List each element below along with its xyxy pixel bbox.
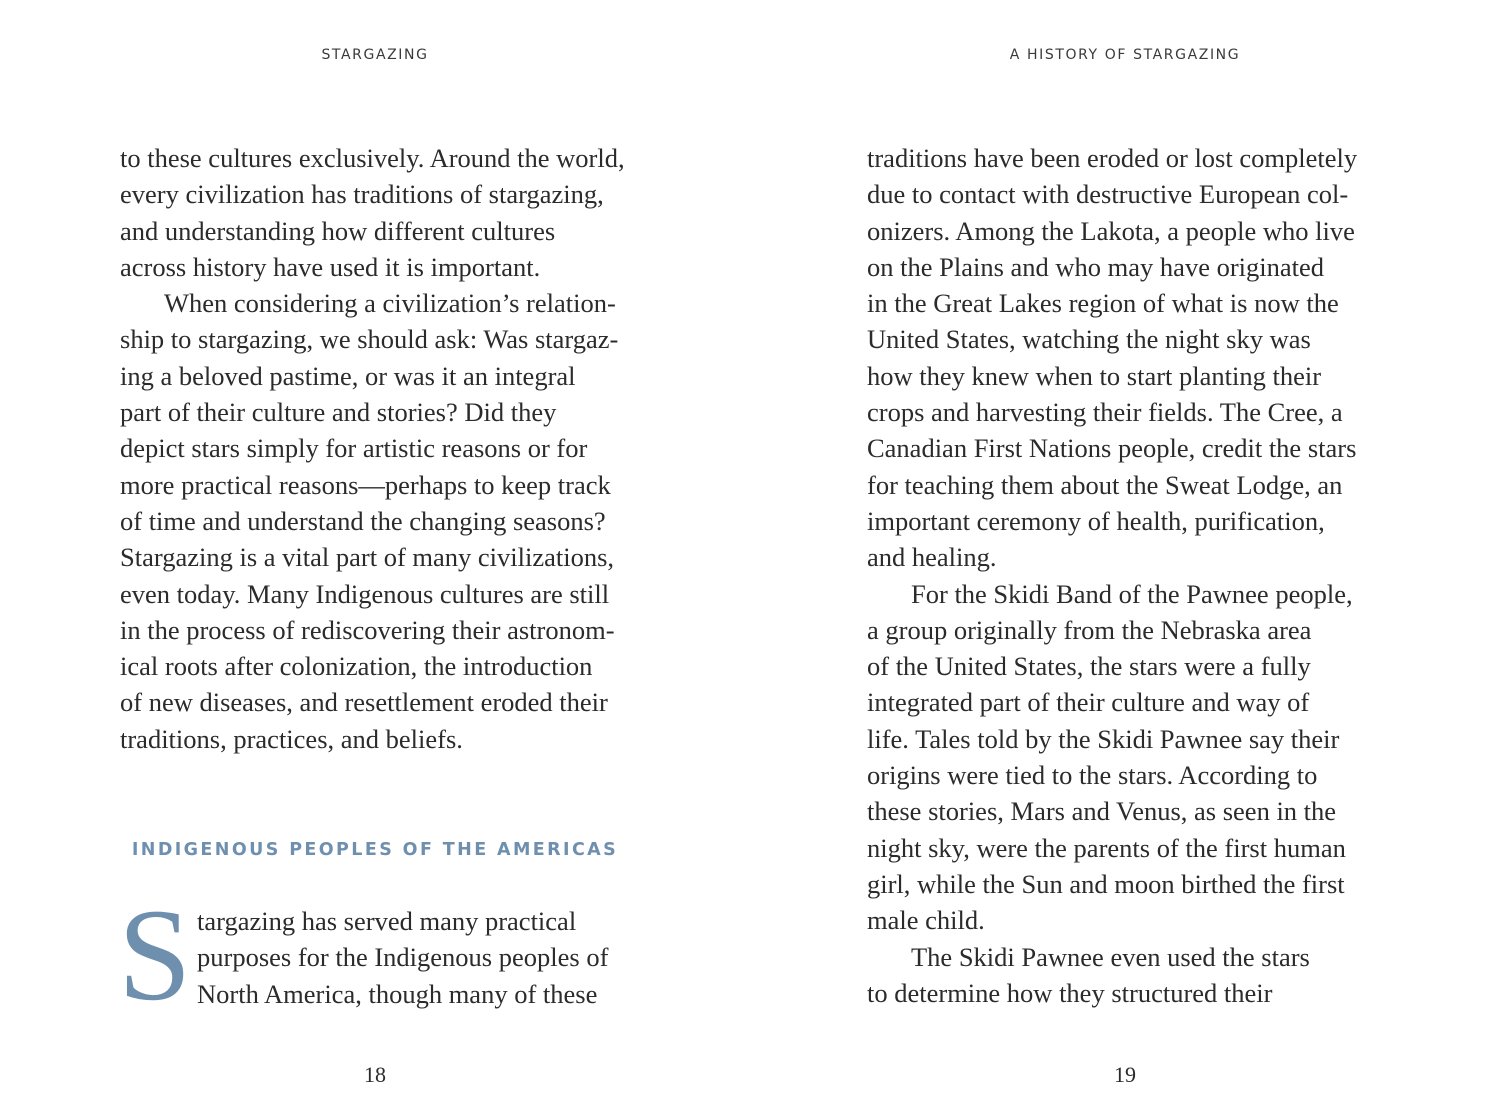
- text-line: of time and understand the changing seasons?: [120, 505, 606, 536]
- text-line: origins were tied to the stars. According to: [867, 760, 1318, 791]
- text-line: even today. Many Indigenous cultures are still: [120, 578, 610, 609]
- right-paragraph-3: [867, 939, 1387, 1012]
- left-paragraph-2: [120, 285, 640, 757]
- text-line: important ceremony of health, purification,: [867, 505, 1325, 536]
- text-line: and understanding how different cultures: [120, 215, 556, 246]
- text-line: to these cultures exclusively. Around the world,: [120, 143, 625, 173]
- text-line: of new diseases, and resettlement eroded their: [120, 687, 608, 718]
- text-line: to determine how they structured their: [867, 977, 1273, 1008]
- text-line: more practical reasons—perhaps to keep track: [120, 469, 611, 500]
- text-line: these stories, Mars and Venus, as seen in the: [867, 796, 1337, 827]
- text-line: every civilization has traditions of stargazing,: [120, 179, 604, 210]
- text-line: targazing has served many practical: [197, 906, 577, 936]
- text-line: traditions, practices, and beliefs.: [120, 723, 463, 754]
- text-line: in the Great Lakes region of what is now the: [867, 288, 1339, 319]
- text-line: and healing.: [867, 542, 997, 573]
- text-line: on the Plains and who may have originated: [867, 251, 1325, 282]
- text-line: ship to stargazing, we should ask: Was stargaz-: [120, 324, 619, 355]
- text-line: purposes for the Indigenous peoples of: [197, 942, 609, 973]
- text-line: Canadian First Nations people, credit the stars: [867, 433, 1357, 464]
- running-head-right: A HISTORY OF STARGAZING: [1009, 47, 1241, 63]
- text-line: integrated part of their culture and way of: [867, 687, 1310, 718]
- text-line: Stargazing is a vital part of many civilizations,: [120, 542, 615, 573]
- text-line: depict stars simply for artistic reasons or for: [120, 433, 588, 464]
- text-line: The Skidi Pawnee even used the stars: [911, 941, 1310, 972]
- left-paragraph-1: [120, 140, 640, 285]
- text-line: ing a beloved pastime, or was it an integral: [120, 360, 576, 391]
- text-line: for teaching them about the Sweat Lodge, an: [867, 469, 1343, 500]
- right-paragraph-2: [867, 576, 1387, 939]
- drop-cap-letter: S: [118, 881, 192, 1028]
- text-line: part of their culture and stories? Did they: [120, 397, 557, 428]
- text-line: United States, watching the night sky was: [867, 324, 1311, 355]
- drop-cap-paragraph: [118, 881, 658, 1028]
- running-head-left: STARGAZING: [321, 47, 429, 63]
- text-line: of the United States, the stars were a fully: [867, 651, 1311, 682]
- section-heading: INDIGENOUS PEOPLES OF THE AMERICAS: [131, 840, 619, 860]
- text-line: life. Tales told by the Skidi Pawnee say their: [867, 723, 1340, 754]
- text-line: how they knew when to start planting their: [867, 360, 1322, 391]
- text-line: night sky, were the parents of the first human: [867, 832, 1346, 863]
- text-line: onizers. Among the Lakota, a people who live: [867, 215, 1355, 246]
- text-line: traditions have been eroded or lost completely: [867, 143, 1358, 173]
- page-number-left: 18: [364, 1062, 386, 1087]
- text-line: male child.: [867, 905, 985, 936]
- text-line: due to contact with destructive European col-: [867, 179, 1349, 210]
- text-line: crops and harvesting their fields. The Cree, a: [867, 397, 1343, 428]
- page-number-right: 19: [1114, 1062, 1136, 1087]
- text-line: a group originally from the Nebraska area: [867, 614, 1312, 645]
- drop-cap-text: [197, 903, 608, 1012]
- right-body-text: [867, 140, 1387, 1011]
- text-line: When considering a civilization’s relation-: [164, 288, 616, 319]
- text-line: girl, while the Sun and moon birthed the first: [867, 868, 1345, 899]
- text-line: For the Skidi Band of the Pawnee people,: [911, 578, 1353, 609]
- text-line: ical roots after colonization, the introduction: [120, 651, 593, 682]
- text-line: North America, though many of these: [197, 978, 598, 1009]
- right-paragraph-1: [867, 140, 1387, 576]
- text-line: in the process of rediscovering their astronom-: [120, 614, 615, 645]
- left-body-text: [120, 140, 640, 757]
- text-line: across history have used it is important.: [120, 251, 541, 282]
- right-page: [750, 0, 1500, 1120]
